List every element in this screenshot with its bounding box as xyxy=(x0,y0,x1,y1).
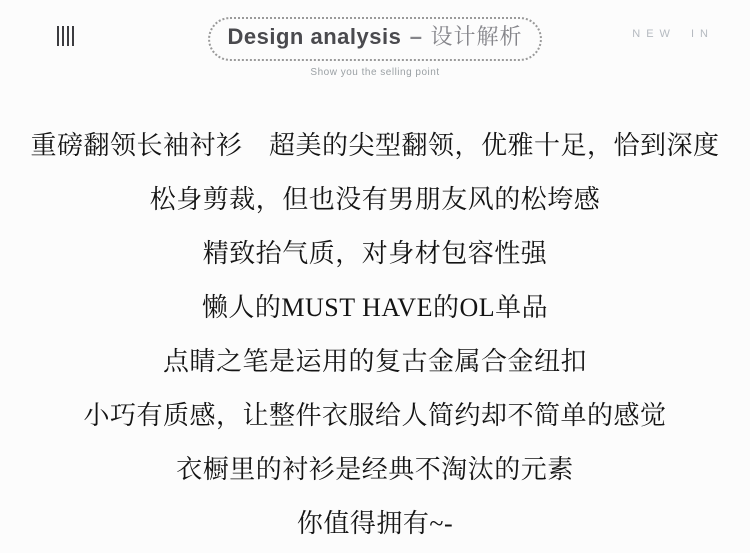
bar xyxy=(62,26,64,46)
bar xyxy=(57,26,59,46)
body-line: 你值得拥有~- xyxy=(296,509,454,538)
design-analysis-badge xyxy=(208,17,543,61)
header-subtitle: Show you the selling point xyxy=(310,67,440,78)
body-line: 精致抬气质，对身材包容性强 xyxy=(202,239,548,268)
badge-title-zh: 设计解析 xyxy=(430,24,523,49)
body-line: 懒人的MUST HAVE的OL单品 xyxy=(201,293,549,322)
body-line: 松身剪裁，但也没有男朋友风的松垮感 xyxy=(149,185,601,214)
new-in-label: NEW IN xyxy=(632,28,714,40)
bar xyxy=(72,26,74,46)
badge-separator: – xyxy=(409,24,423,49)
description-body xyxy=(0,100,750,551)
badge-title-en: Design analysis xyxy=(227,24,402,49)
body-line: 衣橱里的衬衫是经典不淘汰的元素 xyxy=(176,455,574,484)
bar xyxy=(67,26,69,46)
body-line: 小巧有质感，让整件衣服给人简约却不简单的感觉 xyxy=(83,401,667,430)
header xyxy=(0,0,750,100)
body-line: 重磅翻领长袖衬衫 超美的尖型翻领，优雅十足，恰到深度 xyxy=(30,131,720,160)
vertical-bars-icon xyxy=(57,26,74,46)
body-line: 点睛之笔是运用的复古金属合金纽扣 xyxy=(162,347,587,376)
